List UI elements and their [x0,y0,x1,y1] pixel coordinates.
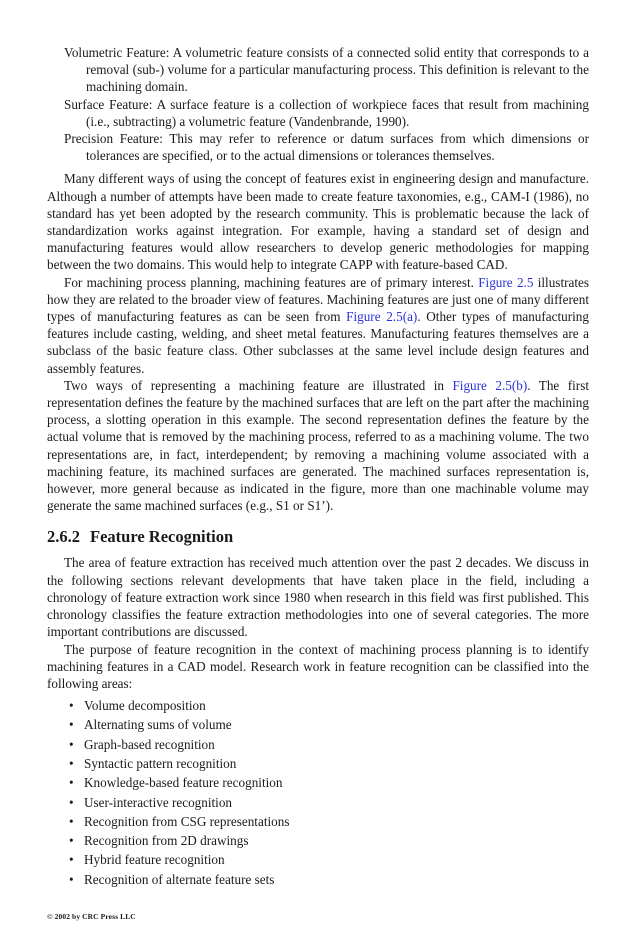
list-item: • Recognition of alternate feature sets [69,870,589,889]
recognition-areas-list [47,696,589,889]
definition-surface-feature: Surface Feature: A surface feature is a collection of workpiece faces that result from machining (i.e., subtracting) a volumetric feature (Vandenbrande, 1990). [64,96,589,129]
section-number: 2.6.2 [47,527,80,547]
list-item: • Recognition from CSG representations [69,812,589,831]
definition-volumetric-feature: Volumetric Feature: A volumetric feature consists of a connected solid entity that corresponds to a removal (sub-) volume for a particular manufacturing process. This definition is relevant to the machining domain. [64,45,589,95]
list-item: • Hybrid feature recognition [69,850,589,869]
bullet-icon: • [69,775,74,791]
bullet-icon: • [69,852,74,868]
paragraph-feature-taxonomies: Many different ways of using the concept of features exist in engineering design and manufacture. Although a number of attempts have been made to create feature taxonomies, e.g., CAM-I (1986), no standard has yet been adopted by the research community. This is problematic because the lack of standardization works against integration. For example, having a standard set of design and manufacturing features would allow researchers to develop generic methodologies for mapping between the two domains. This would help to integrate CAPP with feature-based CAD. [47,171,589,273]
paragraph-feature-extraction: The area of feature extraction has received much attention over the past 2 decades. We discuss in the following sections relevant developments that have taken place in the field, including a chronology of feature extraction work since 1980 when research in this field was first published. This chronology classifies the feature extraction methodologies into one of several categories. The more important contributions are discussed. [47,555,589,640]
page-content [47,44,589,889]
paragraph-recognition-purpose: The purpose of feature recognition in the context of machining process planning is to identify machining features in a CAD model. Research work in feature recognition can be classified into the following areas: [47,641,589,691]
paragraph-text: For machining process planning, machining features are of primary interest. [64,274,479,290]
paragraph-machining-representation [47,377,589,515]
section-heading [47,527,589,547]
bullet-icon: • [69,736,74,752]
list-item: • Knowledge-based feature recognition [69,773,589,792]
paragraph-text: . The first representation defines the feature by the machined surfaces that are left on the part after the machining process, a slotting operation in this example. The second representation defines the feature by the actual volume that is removed by the machining process, referred to as a machining volume. The two representations are, in fact, interdependent; by removing a machining volume associated with a machining feature, its machined surfaces are generated. The machined surfaces representation is, however, more general because as indicated in the figure, more than one machinable volume may generate the same machined surfaces (e.g., S1 or S1’). [47,377,589,514]
bullet-icon: • [69,717,74,733]
list-item: • Syntactic pattern recognition [69,754,589,773]
paragraph-machining-features [47,274,589,377]
copyright-footer: © 2002 by CRC Press LLC [47,912,136,921]
bullet-icon: • [69,756,74,771]
paragraph-text: . Other types of manufacturing features include casting, welding, and sheet metal features. Manufacturing features themselves are a subclass of the basic feature class. Other subclasses at the same level include design features and assembly features. [47,309,589,376]
figure-2-5b-link[interactable]: Figure 2.5(b) [452,377,528,393]
list-item: • Volume decomposition [69,696,589,715]
list-item: • Recognition from 2D drawings [69,831,589,850]
bullet-icon: • [69,813,74,829]
figure-2-5a-link[interactable]: Figure 2.5(a) [346,309,418,325]
definition-precision-feature: Precision Feature: This may refer to reference or datum surfaces from which dimensions or tolerances are specified, or to the actual dimensions or tolerances themselves. [64,131,589,164]
bullet-icon: • [69,833,74,849]
paragraph-text: illustrates how they are related to the broader view of features. Machining features are just one of many different types of manufacturing features as can be seen from [47,274,590,325]
list-item: • Graph-based recognition [69,735,589,754]
paragraph-text: Two ways of representing a machining feature are illustrated in [64,377,453,393]
bullet-icon: • [69,698,74,714]
list-item: • User-interactive recognition [69,793,589,812]
bullet-icon: • [69,794,74,810]
section-title: Feature Recognition [90,527,234,547]
figure-2-5-link[interactable]: Figure 2.5 [478,274,534,290]
bullet-icon: • [69,871,74,887]
list-item: • Alternating sums of volume [69,715,589,734]
